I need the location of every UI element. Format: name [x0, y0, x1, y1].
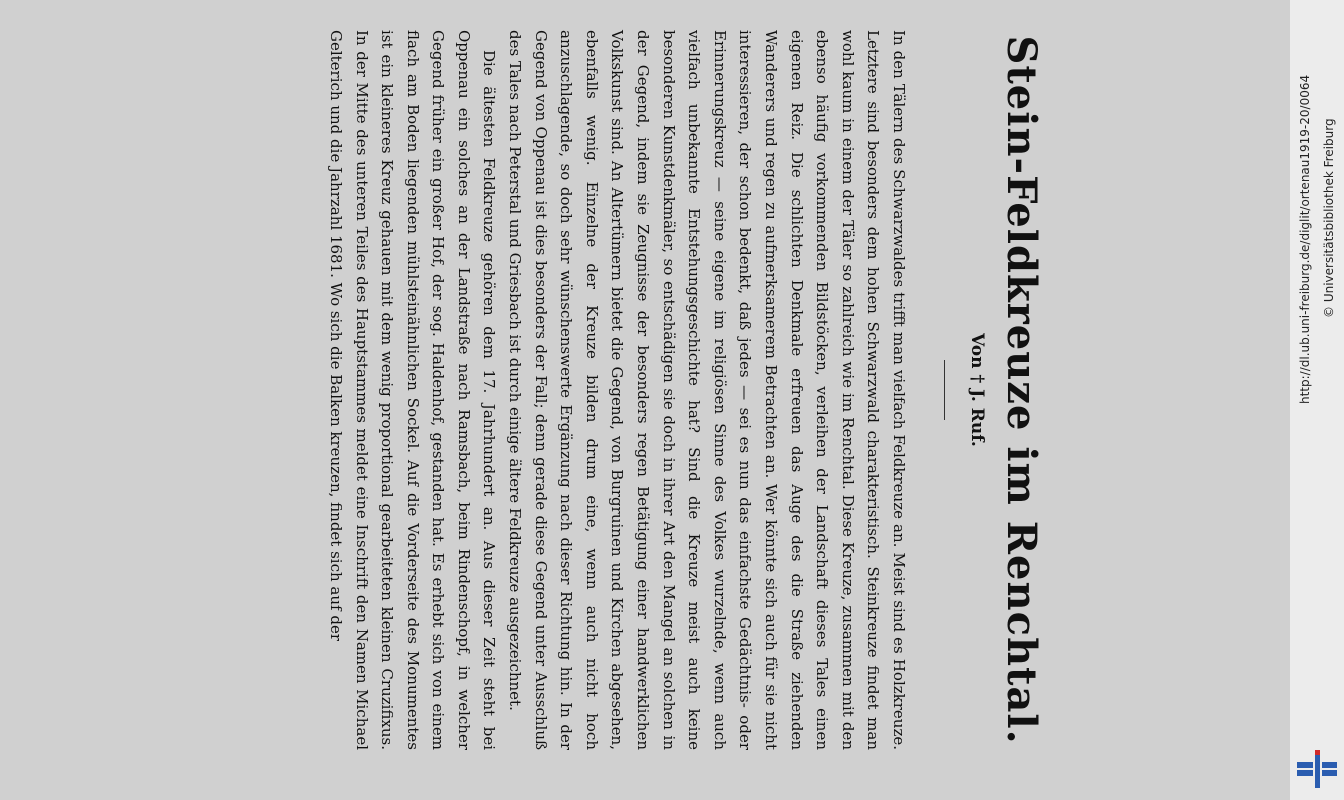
library-logo-icon [1296, 748, 1338, 790]
article-title: Stein-Feldkreuze im Renchtal. [998, 35, 1045, 745]
title-divider [944, 360, 945, 420]
paragraph-2: Die ältesten Feldkreuze gehören dem 17. Jahrhundert an. Aus dieser Zeit steht bei Oppenau ein solches an der Landstraße nach Ramsbach, beim Rindenschopf, in welcher Gegend früher ein großer Hof, der sog. Haldenhof, gestanden hat. Es erhebt sich von einem flach am Boden liegenden mühlsteinähnlichen Sockel. Auf die Vorderseite des Monumentes ist ein kleineres Kreuz gehauen mit dem wenig proportional gearbeiteten kleinen Cruzifixus. In der Mitte des unteren Teiles des Hauptstammes meldet eine Inschrift den Namen Michael Gelterich und die Jahrzahl 1681. Wo sich die Balken kreuzen, findet sich auf der [326, 30, 499, 750]
source-url[interactable]: http://dl.ub.uni-freiburg.de/diglit/ortenau1919-20/0064 [1298, 74, 1312, 404]
article-body [322, 30, 911, 750]
paragraph-1: In den Tälern des Schwarzwaldes trifft man vielfach Feldkreuze an. Meist sind es Holzkreuze. Letztere sind besonders dem hohen Schwarzwald charakteristisch. Steinkreuze findet man wohl kaum in einem der Täler so zahlreich wie im Renchtal. Diese Kreuze, zusammen mit den ebenso häufig vorkommenden Bildstöcken, verleihen der Landschaft dieses Tales einen eigenen Reiz. Die schlichten Denkmale erfreuen das Auge des die Straße ziehenden Wanderers und regen zu aufmerksamerem Betrachten an. Wer könnte sich auch für sie nicht interessieren, der schon bedenkt, daß jedes — sei es nun das einfachste Gedächtnis- oder Erinnerungskreuz — seine eigene im religiösen Sinne des Volkes wurzelnde, wenn auch vielfach unbekannte Entstehungsgeschichte hat? Sind die Kreuze meist auch keine besonderen Kunstdenkmäler, so entschädigen sie doch in ihrer Art den Mangel an solchen in der Gegend, indem sie Zeugnisse der besonders regen Betätigung einer handwerklichen Volkskunst sind. An Altertümern bietet die Gegend, von Burgruinen und Kirchen abgesehen, ebenfalls wenig. Einzelne der Kreuze bilden drum eine, wenn auch nicht hoch anzuschlagende, so doch sehr wünschenswerte Ergänzung nach dieser Richtung hin. In der Gegend von Oppenau ist dies besonders der Fall; denn gerade diese Gegend unter Ausschluß des Tales nach Peterstal und Griesbach ist durch einige ältere Feldkreuze ausgezeichnet. [506, 30, 908, 750]
rotated-article [255, 30, 1155, 750]
article-byline: Von † J. Ruf. [967, 333, 987, 447]
copyright-notice: © Universitätsbibliothek Freiburg [1322, 118, 1336, 318]
